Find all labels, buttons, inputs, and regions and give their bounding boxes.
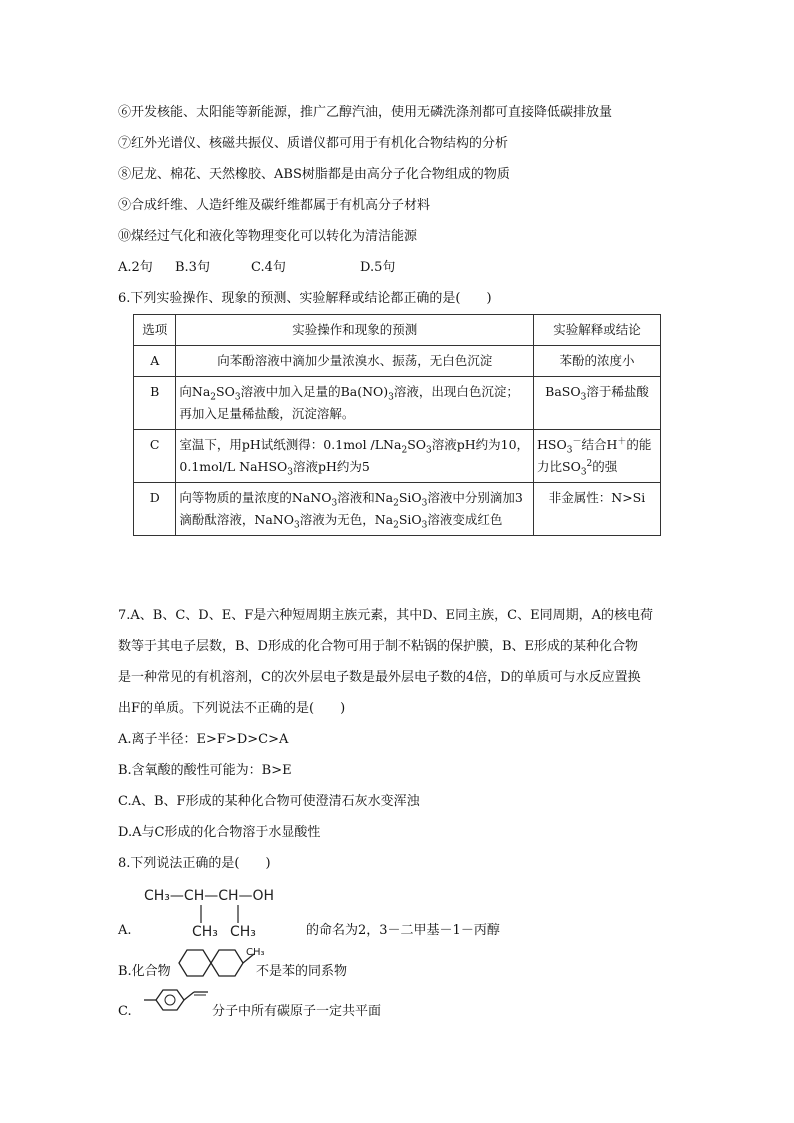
statement-7: ⑦红外光谱仪、核磁共振仪、质谱仪都可用于有机化合物结构的分析 (118, 136, 509, 151)
q8-option-b-text: 不是苯的同系物 (256, 964, 348, 979)
q7-line-2: 数等于其电子层数，B、D形成的化合物可用于制不粘锅的保护膜，B、E形成的某种化合物 (118, 639, 639, 654)
structure-formula-a (140, 883, 310, 941)
q8-option-b-label: B.化合物 (118, 964, 171, 979)
struct-b-methyl: CH₃ (246, 947, 265, 958)
styrene-derivative-structure (140, 984, 212, 1020)
q7-line-1: 7.A、B、C、D、E、F是六种短周期主族元素，其中D、E同主族，C、E同周期，A的核电荷 (118, 608, 653, 623)
table-row (134, 430, 661, 483)
struct-a-sub1: CH₃ (192, 924, 218, 940)
table-row (134, 346, 661, 377)
q5-choice-d: D.5句 (360, 260, 396, 275)
q8-option-a-label: A. (118, 923, 132, 938)
q8-option-c-label: C. (118, 1004, 132, 1019)
row-conclusion: $HSO_3^-$结合H＋的能 力比$SO_3^2$的强 (534, 430, 661, 483)
q5-choice-a: A.2句 (118, 260, 153, 275)
q6-table (133, 314, 661, 536)
q7-line-4: 出F的单质。下列说法不正确的是( ) (118, 701, 346, 716)
q8-stem: 8.下列说法正确的是( ) (118, 856, 271, 871)
q7-option-c: C.A、B、F形成的某种化合物可使澄清石灰水变浑浊 (118, 794, 420, 809)
row-operation: 向$Na_2SO_3$溶液中加入足量的$Ba(NO)_3$溶液，出现白色沉淀； 再加入足量稀盐酸，沉淀溶解。 (176, 377, 534, 430)
row-option: D (134, 483, 176, 536)
row-operation: 向苯酚溶液中滴加少量浓溴水、振荡，无白色沉淀 (176, 346, 534, 377)
table-row (134, 483, 661, 536)
header-operation: 实验操作和现象的预测 (176, 315, 534, 346)
q8-option-a-text: 的命名为2，3－二甲基－1－丙醇 (306, 923, 500, 938)
row-option: C (134, 430, 176, 483)
q7-option-a: A.离子半径：E>F>D>C>A (118, 732, 289, 747)
row-option: A (134, 346, 176, 377)
row-conclusion: 苯酚的浓度小 (534, 346, 661, 377)
row-conclusion: BaSO$_3$溶于稀盐酸 (534, 377, 661, 430)
q5-choice-c: C.4句 (251, 260, 286, 275)
header-conclusion: 实验解释或结论 (534, 315, 661, 346)
q5-choice-b: B.3句 (175, 260, 210, 275)
statement-10: ⑩煤经过气化和液化等物理变化可以转化为清洁能源 (118, 229, 418, 244)
table-header-row (134, 315, 661, 346)
header-option: 选项 (134, 315, 176, 346)
row-conclusion: 非金属性：N>Si (534, 483, 661, 536)
table-row (134, 377, 661, 430)
q7-line-3: 是一种常见的有机溶剂，C的次外层电子数是最外层电子数的4倍，D的单质可与水反应置换 (118, 670, 641, 685)
struct-a-main: CH₃—CH—CH—OH (144, 888, 275, 904)
row-operation: 向等物质的量浓度的NaNO$_3$溶液和$Na_2SiO_3$溶液中分别滴加3 滴酚酞溶液，NaNO$_3$溶液为无色，$Na_2SiO_3$溶液变成红色 (176, 483, 534, 536)
struct-a-sub2: CH₃ (230, 924, 256, 940)
methylnaphthalene-structure (172, 944, 265, 982)
q7-option-d: D.A与C形成的化合物溶于水显酸性 (118, 825, 321, 840)
statement-9: ⑨合成纤维、人造纤维及碳纤维都属于有机高分子材料 (118, 198, 431, 213)
row-option: B (134, 377, 176, 430)
q8-option-c-text: 分子中所有碳原子一定共平面 (212, 1004, 382, 1019)
q7-option-b: B.含氧酸的酸性可能为：B>E (118, 763, 292, 778)
statement-6: ⑥开发核能、太阳能等新能源，推广乙醇汽油，使用无磷洗涤剂都可直接降低碳排放量 (118, 105, 613, 120)
q6-stem: 6.下列实验操作、现象的预测、实验解释或结论都正确的是( ) (118, 291, 492, 306)
statement-8: ⑧尼龙、棉花、天然橡胶、ABS树脂都是由高分子化合物组成的物质 (118, 167, 510, 182)
row-operation: 室温下，用pH试纸测得：0.1mol $/LNa_2SO_3$溶液pH约为10， 0.1mol/L NaHSO$_3$溶液pH约为5 (176, 430, 534, 483)
